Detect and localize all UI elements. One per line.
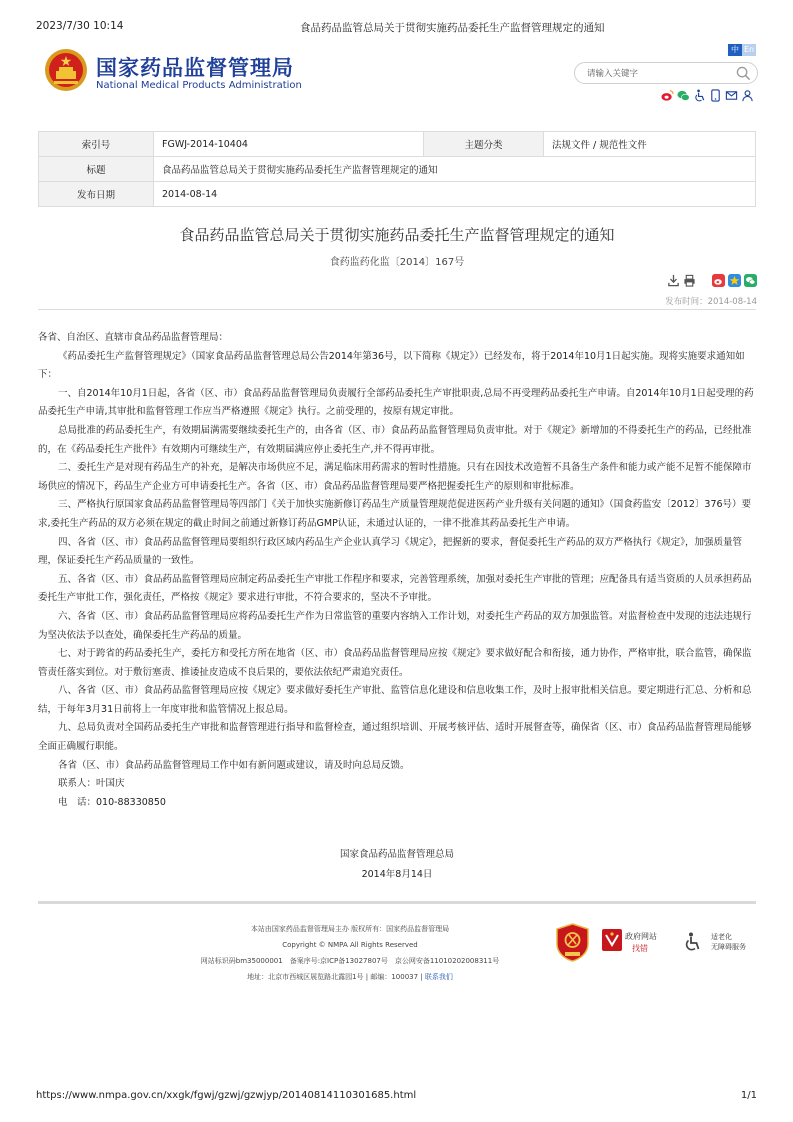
accessibility-service[interactable]: [683, 930, 753, 956]
category-label: 主题分类: [424, 132, 544, 157]
accessibility-subtitle: 无障碍服务: [711, 943, 746, 951]
body-paragraph: 二、委托生产是对现有药品生产的补充，是解决市场供应不足，满足临床用药需求的暂时性措施。只有在因技术改造暂不具备生产条件和能力或产能不足暂不能保障市场供应的情况下，药品生产企业方可申请委托生产。各省（区、市）食品药品监督管理局要严格把握委托生产的原则和审批标准。: [38, 462, 752, 492]
body-paragraph: 一、自2014年10月1日起，各省（区、市）食品药品监督管理局负责履行全部药品委托生产审批职责,总局不再受理药品委托生产申请。自2014年10月1日起受理的药品委托生产申请,其审批和监督管理工作应当严格遵照《规定》执行。之前受理的，按原有规定审批。: [38, 387, 754, 418]
national-emblem-icon[interactable]: [44, 48, 88, 92]
body-paragraph: 三、严格执行原国家食品药品监督管理局等四部门《关于加快实施新修订药品生产质量管理规范促进医药产业升级有关问题的通知》（国食药监安〔2012〕376号）要求,委托生产药品的双方必须在规定的截止时间之前通过新修订药品GMP认证，未通过认证的，一律不批准其药品委托生产申请。: [38, 499, 752, 529]
body-paragraph: 九、总局负责对全国药品委托生产审批和监督管理进行指导和监督检查，通过组织培训、开展考核评估、适时开展督查等，确保省（区、市）食品药品监督管理局能够全面正确履行职能。: [38, 722, 752, 753]
publish-time: 发布时间：2014-08-14: [665, 297, 757, 307]
footer-host: 本站由国家药品监督管理局主办 版权所有：国家药品监督管理局: [250, 925, 450, 933]
signing-date: 2014年8月14日: [361, 869, 433, 880]
footer-address-line: [200, 971, 500, 987]
meta-row: [39, 157, 756, 182]
index-number-value: FGWJ-2014-10404: [154, 132, 424, 157]
party-badge-icon[interactable]: [555, 923, 590, 962]
signing-organization: 国家食品药品监督管理总局: [339, 849, 454, 860]
publish-date-label: 发布日期: [39, 182, 154, 207]
contact-person: 联系人：叶国庆: [58, 778, 125, 790]
wechat-share-icon[interactable]: [744, 274, 757, 287]
body-paragraph: 七、对于跨省的药品委托生产，委托方和受托方所在地省（区、市）食品药品监督管理局应按《规定》要求做好配合和衔接，通力协作，严格审批，联合监管，确保监管责任落实到位。对于敷衍塞责、推诿扯皮造成不良后果的，要依法依纪严肃追究责任。: [38, 648, 752, 678]
gov-website-error-report[interactable]: [602, 929, 664, 955]
footer-copyright: Copyright © NMPA All Rights Reserved: [282, 941, 418, 949]
download-icon[interactable]: [667, 274, 680, 287]
salutation: 各省、自治区、直辖市食品药品监督管理局：: [38, 332, 229, 343]
article-body: [38, 329, 758, 812]
weibo-share-icon[interactable]: [712, 274, 725, 287]
print-url: https://www.nmpa.gov.cn/xxgk/fgwj/gzwj/gzwjyp/20140814110301685.html: [36, 1090, 417, 1101]
article-tools: [667, 274, 757, 287]
footer-icp: 网站标识码bm35000001 备案序号:京ICP备13027807号 京公网安备11010202008311号: [200, 957, 500, 965]
footer-divider: [38, 901, 756, 904]
contact-phone: 电 话：010-88330850: [58, 796, 166, 808]
publish-date-value: 2014-08-14: [154, 182, 756, 207]
search-icon[interactable]: [736, 66, 751, 81]
print-page-number: 1/1: [740, 1090, 757, 1101]
title-label: 标题: [39, 157, 154, 182]
body-paragraph: 八、各省（区、市）食品药品监督管理局应按《规定》要求做好委托生产审批、监管信息化建设和信息收集工作，及时上报审批相关信息。要定期进行汇总、分析和总结，于每年3月31日前将上一年度审批和监管情况上报总局。: [38, 685, 752, 715]
footer-address: 地址：北京市西城区展览路北露园1号 | 邮编：100037 |: [247, 973, 423, 981]
wechat-icon[interactable]: [677, 89, 690, 102]
contact-us-link[interactable]: 联系我们: [424, 973, 453, 981]
meta-row: [39, 182, 756, 207]
gov-badge-subtitle: 找错: [632, 944, 648, 953]
index-number-label: 索引号: [39, 132, 154, 157]
print-datetime: 2023/7/30 10:14: [36, 20, 124, 32]
qzone-share-icon[interactable]: [728, 274, 741, 287]
print-header: [36, 20, 757, 34]
search-box: [574, 62, 758, 84]
gov-badge-title: 政府网站: [625, 932, 657, 941]
site-name-english: National Medical Products Administration: [96, 80, 302, 91]
site-footer: [200, 923, 500, 987]
lang-chinese-tab[interactable]: 中: [728, 44, 742, 56]
accessibility-title: 适老化: [711, 933, 732, 941]
print-page-title: 食品药品监管总局关于贯彻实施药品委托生产监督管理规定的通知: [300, 22, 605, 34]
site-masthead: [36, 44, 758, 104]
user-icon[interactable]: [741, 89, 754, 102]
category-value: 法规文件 / 规范性文件: [544, 132, 756, 157]
language-switch: [728, 44, 756, 56]
body-paragraph: 《药品委托生产监督管理规定》（国家食品药品监督管理总局公告2014年第36号，以下简称《规定》）已经发布，将于2014年10月1日起实施。现将实施要求通知如下：: [38, 350, 745, 381]
site-name[interactable]: 国家药品监督管理局: [96, 56, 294, 80]
search-input[interactable]: [587, 66, 737, 81]
document-number: 食药监药化监〔2014〕167号: [329, 257, 465, 268]
app-icon[interactable]: [709, 89, 722, 102]
article-title: 食品药品监管总局关于贯彻实施药品委托生产监督管理规定的通知: [179, 226, 615, 244]
divider: [38, 309, 756, 310]
body-paragraph: 总局批准的药品委托生产，有效期届满需要继续委托生产的，由各省（区、市）食品药品监督管理局负责审批。对于《规定》新增加的不得委托生产的药品，已经批准的，在《药品委托生产批件》有效期内可继续生产，有效期届满应停止委托生产,并不得再审批。: [38, 424, 752, 455]
gov-website-logo-icon: [602, 929, 622, 951]
accessibility-service-icon: [683, 932, 703, 952]
body-paragraph: 六、各省（区、市）食品药品监督管理局应将药品委托生产作为日常监管的重要内容纳入工作计划，对委托生产药品的双方加强监管。对监督检查中发现的违法违规行为坚决依法予以查处，确保委托生产药品的质量。: [38, 610, 752, 641]
lang-english-tab[interactable]: En: [743, 45, 755, 54]
mail-icon[interactable]: [725, 89, 738, 102]
body-paragraph: 五、各省（区、市）食品药品监督管理局应制定药品委托生产审批工作程序和要求，完善管理系统，加强对委托生产审批的管理；应配备具有适当资质的人员承担药品委托生产审批工作，强化责任，严格按《规定》要求进行审批，不符合要求的，坚决不予审批。: [38, 573, 752, 604]
print-icon[interactable]: [683, 274, 696, 287]
accessibility-icon[interactable]: [693, 89, 706, 102]
document-meta-table: [38, 131, 756, 207]
body-paragraph: 各省（区、市）食品药品监督管理局工作中如有新问题或建议，请及时向总局反馈。: [58, 759, 410, 771]
body-paragraph: 四、各省（区、市）食品药品监督管理局要组织行政区域内药品生产企业认真学习《规定》，把握新的要求，督促委托生产药品的双方严格执行《规定》，加强质量管理，保证委托生产药品质量的一致性。: [38, 536, 743, 567]
title-value: 食品药品监管总局关于贯彻实施药品委托生产监督管理规定的通知: [154, 157, 756, 182]
meta-row: [39, 132, 756, 157]
weibo-icon[interactable]: [661, 89, 674, 102]
site-share-icons: [661, 89, 754, 102]
